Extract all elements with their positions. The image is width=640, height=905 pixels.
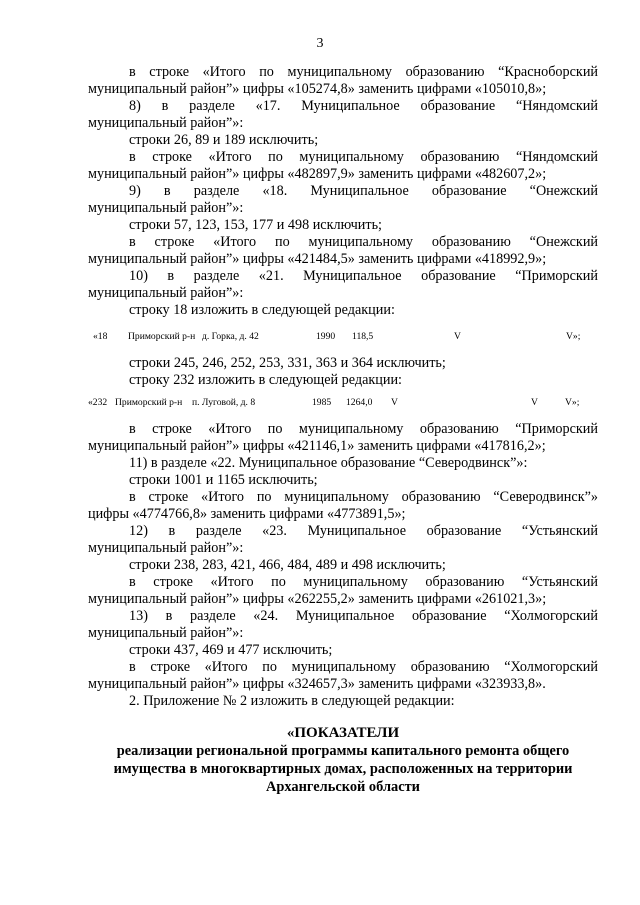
paragraph: в строке «Итого по муниципальному образованию “Холмогорский: [129, 659, 598, 675]
paragraph: строку 232 изложить в следующей редакции:: [129, 372, 402, 388]
heading-subtitle-line: имущества в многоквартирных домах, расположенных на территории: [113, 761, 573, 777]
paragraph: в строке «Итого по муниципальному образованию “Устьянский: [129, 574, 598, 590]
paragraph-continuation: муниципальный район”» цифры «324657,3» заменить цифрами «323933,8».: [88, 676, 546, 692]
paragraph-continuation: муниципальный район”»:: [88, 285, 244, 301]
table-row-232: [88, 395, 598, 411]
table-cell: V»;: [566, 331, 581, 342]
paragraph: 11) в разделе «22. Муниципальное образование “Северодвинск”»:: [129, 455, 528, 471]
table-cell: «232: [88, 397, 108, 408]
paragraph-continuation: муниципальный район”»:: [88, 115, 244, 131]
paragraph: строки 238, 283, 421, 466, 484, 489 и 498 исключить;: [129, 557, 446, 573]
document-body: [88, 64, 598, 796]
paragraph: в строке «Итого по муниципальному образованию “Няндомский: [129, 149, 598, 165]
paragraph-continuation: муниципальный район”»:: [88, 200, 244, 216]
table-cell: V»;: [565, 397, 580, 408]
paragraph: строки 245, 246, 252, 253, 331, 363 и 364 исключить;: [129, 355, 446, 371]
paragraph-continuation: муниципальный район”» цифры «421146,1» заменить цифрами «417816,2»;: [88, 438, 546, 454]
paragraph: строки 437, 469 и 477 исключить;: [129, 642, 333, 658]
paragraph: строки 1001 и 1165 исключить;: [129, 472, 318, 488]
table-row-18: [88, 329, 598, 345]
table-cell: п. Луговой, д. 8: [192, 397, 256, 408]
paragraph: 8) в разделе «17. Муниципальное образование “Няндомский: [129, 98, 598, 114]
paragraph-continuation: муниципальный район”»:: [88, 625, 244, 641]
paragraph: 2. Приложение № 2 изложить в следующей редакции:: [129, 693, 455, 709]
table-cell: 1985: [312, 397, 332, 408]
table-cell: Приморский р-н: [128, 331, 196, 342]
table-cell: д. Горка, д. 42: [202, 331, 259, 342]
paragraph-continuation: муниципальный район”» цифры «105274,8» заменить цифрами «105010,8»;: [88, 81, 547, 97]
paragraph: 10) в разделе «21. Муниципальное образование “Приморский: [129, 268, 598, 284]
table-cell: V: [454, 331, 461, 342]
paragraph: в строке «Итого по муниципальному образованию “Онежский: [129, 234, 598, 250]
paragraph-continuation: цифры «4774766,8» заменить цифрами «4773891,5»;: [88, 506, 406, 522]
paragraph: строки 57, 123, 153, 177 и 498 исключить;: [129, 217, 382, 233]
table-cell: 1990: [316, 331, 336, 342]
table-cell: Приморский р-н: [115, 397, 183, 408]
heading-title: «ПОКАЗАТЕЛИ: [286, 725, 400, 741]
table-cell: 1264,0: [346, 397, 373, 408]
paragraph: в строке «Итого по муниципальному образованию “Красноборский: [129, 64, 598, 80]
heading-subtitle-line: Архангельской области: [266, 779, 420, 795]
paragraph-continuation: муниципальный район”» цифры «482897,9» заменить цифрами «482607,2»;: [88, 166, 547, 182]
paragraph: строки 26, 89 и 189 исключить;: [129, 132, 319, 148]
table-cell: 118,5: [352, 331, 374, 342]
paragraph: 13) в разделе «24. Муниципальное образование “Холмогорский: [129, 608, 598, 624]
paragraph: в строке «Итого по муниципальному образованию “Северодвинск”»: [129, 489, 598, 505]
table-cell: «18: [93, 331, 108, 342]
page-number: 3: [316, 36, 324, 51]
heading-subtitle-line: реализации региональной программы капитального ремонта общего: [116, 743, 570, 759]
paragraph: в строке «Итого по муниципальному образованию “Приморский: [129, 421, 598, 437]
table-cell: V: [531, 397, 538, 408]
paragraph: 12) в разделе «23. Муниципальное образование “Устьянский: [129, 523, 598, 539]
paragraph-continuation: муниципальный район”» цифры «421484,5» заменить цифрами «418992,9»;: [88, 251, 547, 267]
paragraph-continuation: муниципальный район”»:: [88, 540, 244, 556]
paragraph-continuation: муниципальный район”» цифры «262255,2» заменить цифрами «261021,3»;: [88, 591, 547, 607]
section-heading: [88, 724, 598, 796]
paragraph: строку 18 изложить в следующей редакции:: [129, 302, 395, 318]
paragraph: 9) в разделе «18. Муниципальное образование “Онежский: [129, 183, 598, 199]
table-cell: V: [391, 397, 398, 408]
